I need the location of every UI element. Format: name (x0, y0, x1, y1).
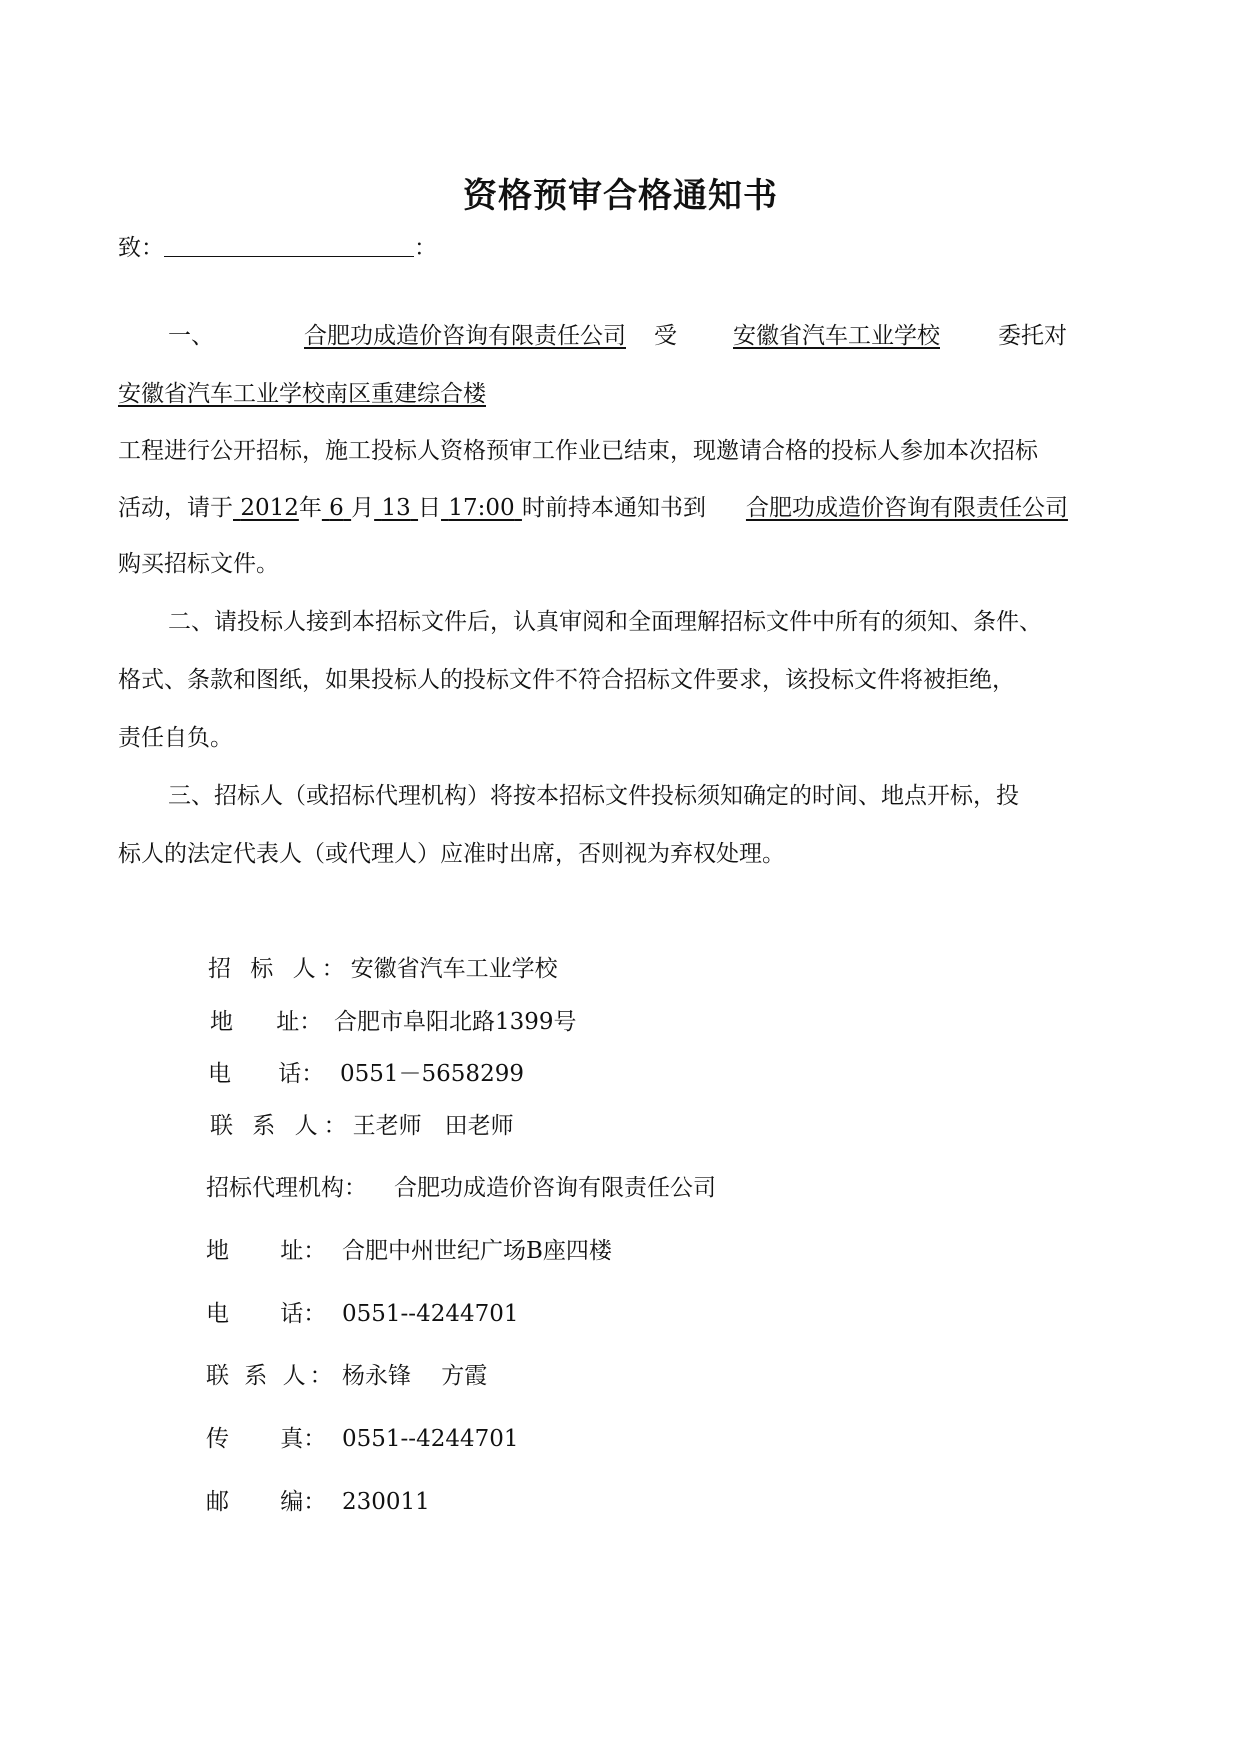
tenderer-addr-label: 地 址： (210, 1009, 323, 1035)
page-title: 资格预审合格通知书 (463, 176, 778, 216)
para2-line2: 格式、条款和图纸，如果投标人的投标文件不符合招标文件要求，该投标文件将被拒绝， (118, 667, 1015, 693)
tenderer-tel-label: 电 话： (208, 1061, 325, 1087)
tenderer-tel: 0551－5658299 (340, 1061, 524, 1087)
para2-line3: 责任自负。 (118, 725, 233, 751)
agent-post: 230011 (342, 1489, 430, 1515)
agent-contact: 杨永锋 方霞 (342, 1363, 488, 1389)
weituo-text: 委托对 (998, 323, 1067, 349)
agent-post-label: 邮 编： (206, 1489, 327, 1515)
agent-addr: 合肥中州世纪广场B座四楼 (342, 1238, 612, 1264)
addressee-line (118, 232, 437, 264)
agent-name: 合肥功成造价咨询有限责任公司 (394, 1175, 716, 1201)
agent-name-label: 招标代理机构： (206, 1175, 367, 1201)
addressee-prefix: 致： (118, 235, 164, 261)
para1-line5: 购买招标文件。 (118, 551, 279, 577)
agent-addr-row (206, 1235, 612, 1267)
tenderer-name-label: 招 标 人： (208, 956, 351, 982)
tenderer-contact-row (210, 1110, 514, 1142)
tenderer-name-row (208, 953, 558, 985)
para1-line3: 工程进行公开招标，施工投标人资格预审工作业已结束，现邀请合格的投标人参加本次招标 (118, 438, 1038, 464)
tenderer-addr-row (210, 1006, 577, 1038)
tenderer-name: 安徽省汽车工业学校 (350, 956, 558, 982)
agent-name-row (206, 1172, 716, 1204)
deadline-time: 17:00 (448, 495, 515, 521)
addressee-blank (164, 234, 414, 257)
agent-contact-row (206, 1360, 487, 1392)
para1-line2 (118, 378, 486, 410)
tenderer-tel-row (208, 1058, 524, 1090)
deadline-month: 6 (329, 495, 344, 521)
para3-line2: 标人的法定代表人（或代理人）应准时出席，否则视为弃权处理。 (118, 841, 785, 867)
tenderer-addr: 合肥市阜阳北路1399号 (334, 1009, 577, 1035)
client-name: 安徽省汽车工业学校 (733, 323, 940, 349)
para1-line4: 活动，请于 2012年 6 月 13 日 17:00 时前持本通知书到 合肥功成造价咨询有限责任公司 (118, 495, 1068, 521)
tenderer-contact-label: 联 系 人： (210, 1113, 353, 1139)
project-name: 安徽省汽车工业学校南区重建综合楼 (118, 381, 486, 407)
agent-fax-label: 传 真： (206, 1426, 327, 1452)
shou-text: 受 (654, 323, 677, 349)
deadline-year: 2012 (240, 495, 299, 521)
para1-num: 一、 (168, 323, 214, 349)
agent-addr-label: 地 址： (206, 1238, 327, 1264)
agent-contact-label: 联 系 人： (206, 1363, 337, 1389)
agent-tel: 0551--4244701 (342, 1301, 519, 1327)
agent-tel-label: 电 话： (206, 1301, 327, 1327)
para1-line1 (168, 320, 1067, 352)
addressee-suffix: ： (414, 235, 437, 261)
agent-tel-row (206, 1298, 519, 1330)
para3-line1: 三、招标人（或招标代理机构）将按本招标文件投标须知确定的时间、地点开标，投 (168, 783, 1019, 809)
agent-post-row (206, 1486, 430, 1518)
agent-fax-row (206, 1423, 519, 1455)
agency-name: 合肥功成造价咨询有限责任公司 (304, 323, 626, 349)
agent-fax: 0551--4244701 (342, 1426, 519, 1452)
agency-name-2: 合肥功成造价咨询有限责任公司 (745, 495, 1068, 521)
tenderer-contact: 王老师 田老师 (352, 1113, 514, 1139)
para2-line1: 二、请投标人接到本招标文件后，认真审阅和全面理解招标文件中所有的须知、条件、 (168, 609, 1042, 635)
deadline-day: 13 (381, 495, 411, 521)
